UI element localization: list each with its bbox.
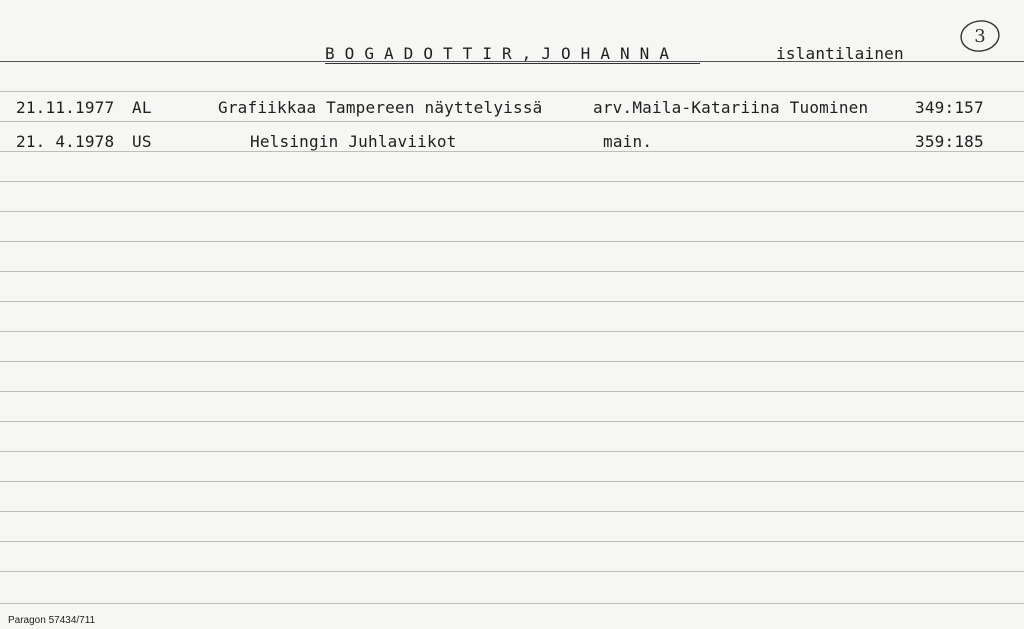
ruled-line: [0, 331, 1024, 332]
ruled-line: [0, 301, 1024, 302]
entry-code: US: [132, 132, 152, 151]
ruled-line: [0, 91, 1024, 92]
ruled-line: [0, 361, 1024, 362]
entry-ref: 349:157: [915, 98, 984, 117]
ruled-line: [0, 271, 1024, 272]
ruled-line: [0, 451, 1024, 452]
ruled-line: [0, 421, 1024, 422]
ruled-line: [0, 603, 1024, 604]
ruled-line: [0, 121, 1024, 122]
ruled-line: [0, 181, 1024, 182]
ruled-line: [0, 151, 1024, 152]
entry-code: AL: [132, 98, 152, 117]
entry-date: 21. 4.1978: [16, 132, 115, 151]
entry-ref: 359:185: [915, 132, 984, 151]
entry-note: main.: [603, 132, 653, 151]
ruled-line: [0, 211, 1024, 212]
name-underline: [325, 63, 700, 64]
entry-date: 21.11.1977: [16, 98, 115, 117]
ruled-line: [0, 511, 1024, 512]
entry-title: Grafiikkaa Tampereen näyttelyissä: [218, 98, 543, 117]
ruled-line: [0, 391, 1024, 392]
ruled-line: [0, 541, 1024, 542]
entry-note: arv.Maila-Katariina Tuominen: [593, 98, 869, 117]
stamp-digit: 3: [974, 26, 986, 47]
entry-title: Helsingin Juhlaviikot: [250, 132, 457, 151]
ruled-line: [0, 481, 1024, 482]
ruled-line: [0, 571, 1024, 572]
circled-number-stamp: [958, 18, 1002, 54]
nationality: islantilainen: [776, 44, 904, 63]
person-name: B O G A D O T T I R , J O H A N N A: [325, 44, 670, 63]
ruled-line: [0, 241, 1024, 242]
printer-imprint: Paragon 57434/711: [8, 615, 96, 626]
